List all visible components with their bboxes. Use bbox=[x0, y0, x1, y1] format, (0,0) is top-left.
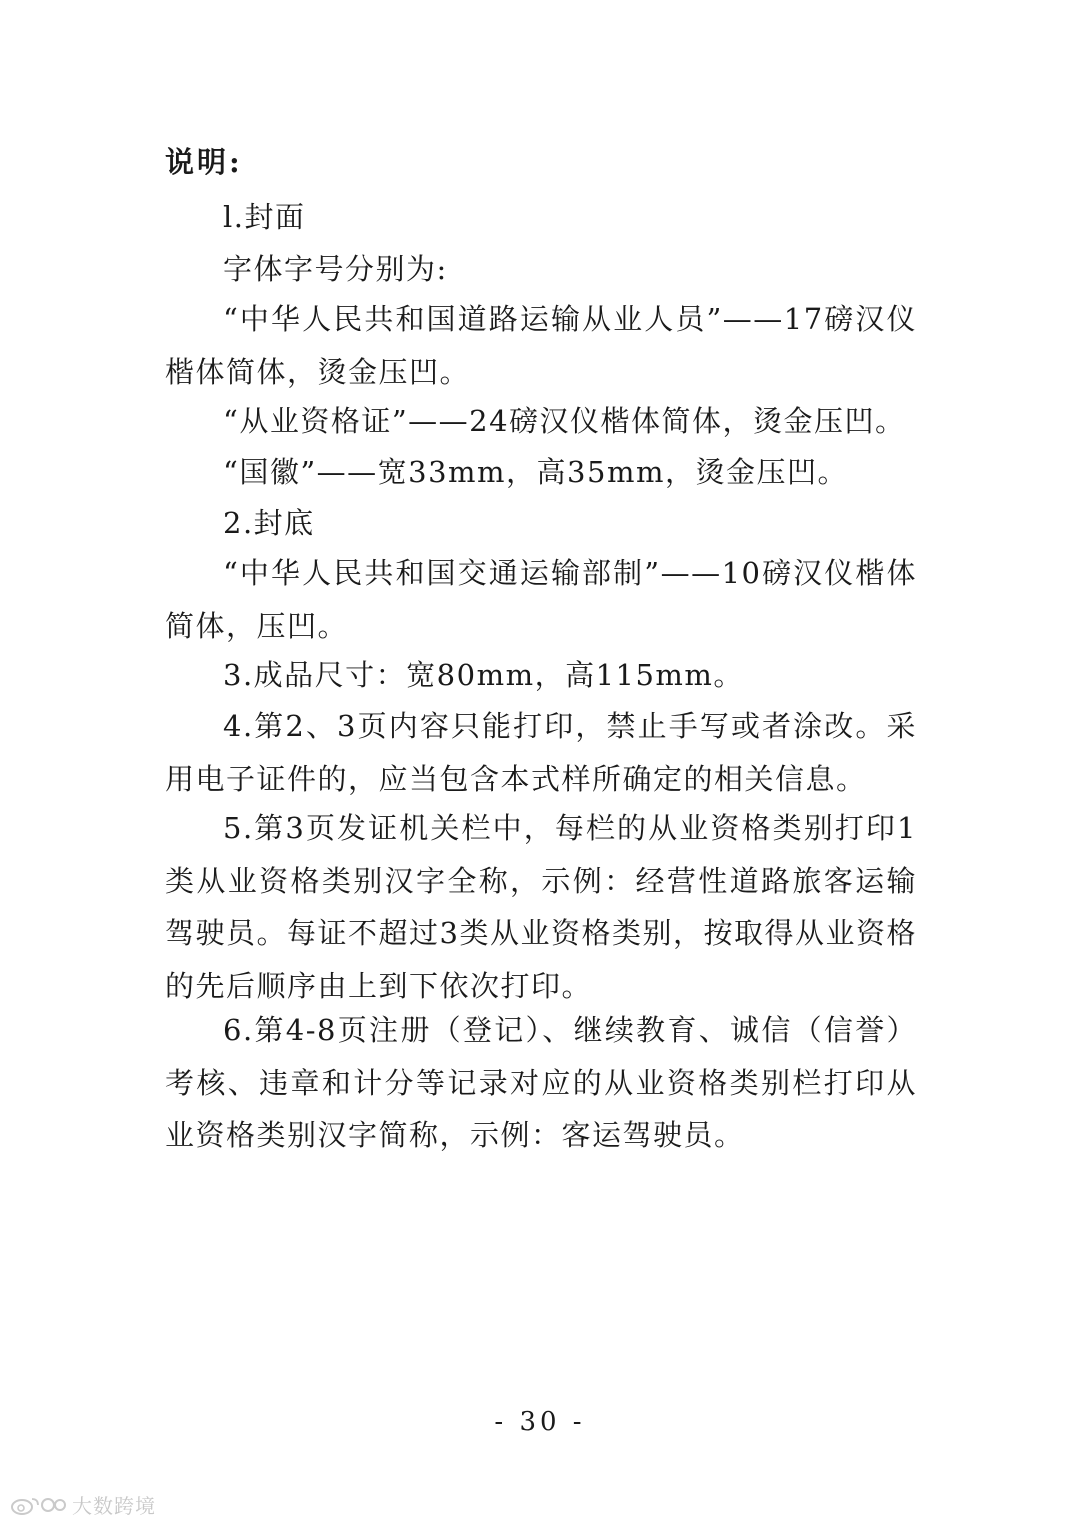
section-heading: 说明: bbox=[165, 145, 243, 179]
page-number: - 30 - bbox=[494, 1407, 586, 1437]
paragraph-cover-title: l.封面 bbox=[223, 200, 306, 234]
watermark-text: 大数跨境 bbox=[72, 1494, 156, 1518]
paragraph-back-title: 2.封底 bbox=[223, 506, 315, 540]
paragraph-back-line: “中华人民共和国交通运输部制”——10磅汉仪楷体简体，压凹。 bbox=[165, 556, 917, 643]
paragraph-cover-line-1: “中华人民共和国道路运输从业人员”——17磅汉仪楷体简体，烫金压凹。 bbox=[165, 302, 917, 389]
paragraph-font-intro: 字体字号分别为: bbox=[223, 252, 448, 286]
paragraph-item-6: 6.第4-8页注册（登记）、继续教育、诚信（信誉）考核、违章和计分等记录对应的从业资格类别栏打印从业资格类别汉字简称，示例：客运驾驶员。 bbox=[165, 1013, 917, 1152]
watermark bbox=[10, 1490, 156, 1519]
paragraph-size: 3.成品尺寸：宽80mm，高115mm。 bbox=[223, 658, 744, 692]
paragraph-cover-line-2: “从业资格证”——24磅汉仪楷体简体，烫金压凹。 bbox=[223, 404, 906, 438]
paragraph-item-4: 4.第2、3页内容只能打印，禁止手写或者涂改。采用电子证件的，应当包含本式样所确定的相关信息。 bbox=[165, 709, 917, 796]
paragraph-cover-line-3: “国徽”——宽33mm，高35mm，烫金压凹。 bbox=[223, 455, 848, 489]
paragraph-item-5: 5.第3页发证机关栏中，每栏的从业资格类别打印1类从业资格类别汉字全称，示例：经营性道路旅客运输驾驶员。每证不超过3类从业资格类别，按取得从业资格的先后顺序由上到下依次打印。 bbox=[165, 811, 917, 1003]
weibo-logo-icon bbox=[10, 1493, 66, 1517]
